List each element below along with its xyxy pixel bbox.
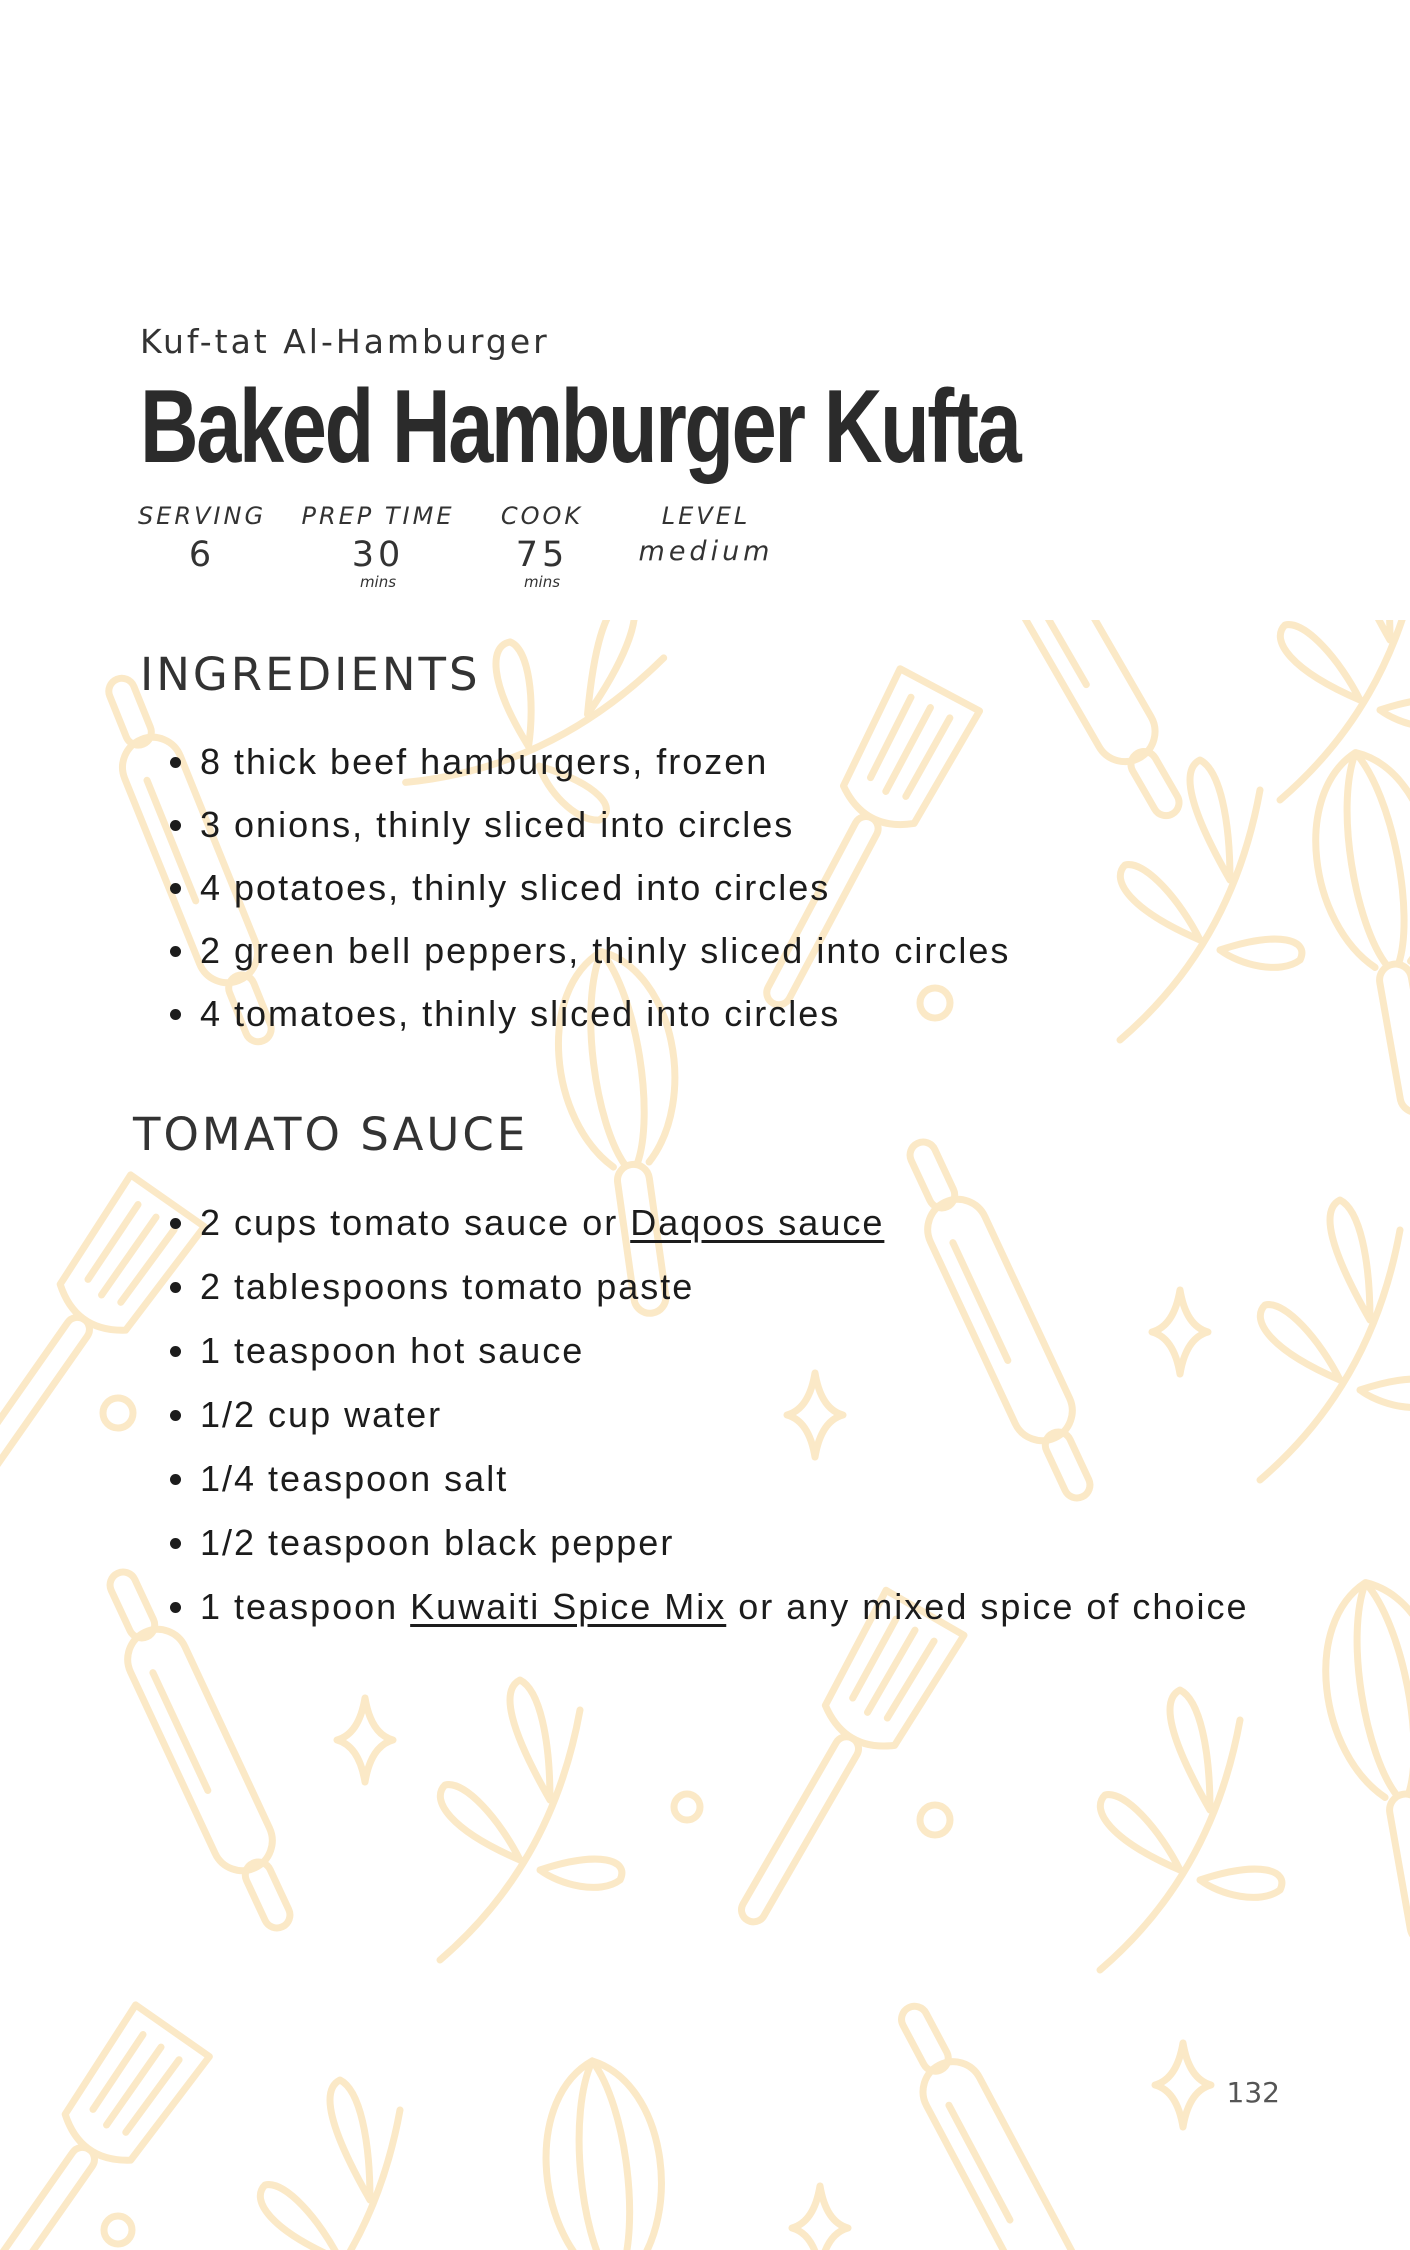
- recipe-title: Baked Hamburger Kufta: [140, 369, 1020, 485]
- cook-time-label: COOK: [500, 502, 584, 530]
- ingredients-heading: INGREDIENTS: [140, 648, 481, 701]
- list-item: 4 tomatoes, thinly sliced into circles: [200, 982, 1010, 1045]
- list-item: 1 teaspoon hot sauce: [200, 1319, 1248, 1383]
- level-label: LEVEL: [661, 502, 751, 530]
- list-item-text: 2 cups tomato sauce or: [200, 1202, 631, 1243]
- level-info: [606, 500, 806, 572]
- list-item: 2 tablespoons tomato paste: [200, 1255, 1248, 1319]
- kuwaiti-spice-mix-link[interactable]: Kuwaiti Spice Mix: [410, 1586, 727, 1627]
- page-number: 132: [1226, 2076, 1280, 2109]
- list-item: [200, 1191, 1248, 1255]
- list-item: 3 onions, thinly sliced into circles: [200, 793, 1010, 856]
- prep-time-value: 30: [351, 535, 405, 575]
- list-item: 1/4 teaspoon salt: [200, 1447, 1248, 1511]
- list-item: 2 green bell peppers, thinly sliced into circles: [200, 919, 1010, 982]
- list-item: 8 thick beef hamburgers, frozen: [200, 730, 1010, 793]
- list-item: 4 potatoes, thinly sliced into circles: [200, 856, 1010, 919]
- tomato-sauce-list: [200, 1191, 1248, 1639]
- recipe-subtitle: Kuf-tat Al-Hamburger: [140, 322, 550, 361]
- cook-time-unit: mins: [523, 573, 561, 591]
- serving-value: 6: [188, 535, 216, 575]
- cook-time-value: 75: [515, 535, 569, 575]
- level-value: medium: [638, 536, 774, 567]
- list-item: [200, 1575, 1248, 1639]
- list-item-text: or any mixed spice of choice: [726, 1586, 1249, 1627]
- serving-label: SERVING: [137, 502, 267, 530]
- prep-time-unit: mins: [359, 573, 397, 591]
- list-item: 1/2 teaspoon black pepper: [200, 1511, 1248, 1575]
- ingredients-list: [200, 730, 1010, 1045]
- prep-time-label: PREP TIME: [301, 502, 455, 530]
- tomato-sauce-heading: TOMATO SAUCE: [133, 1108, 529, 1161]
- daqoos-sauce-link[interactable]: Daqoos sauce: [630, 1202, 885, 1243]
- serving-info: [102, 500, 302, 578]
- list-item: 1/2 cup water: [200, 1383, 1248, 1447]
- list-item-text: 1 teaspoon: [200, 1586, 411, 1627]
